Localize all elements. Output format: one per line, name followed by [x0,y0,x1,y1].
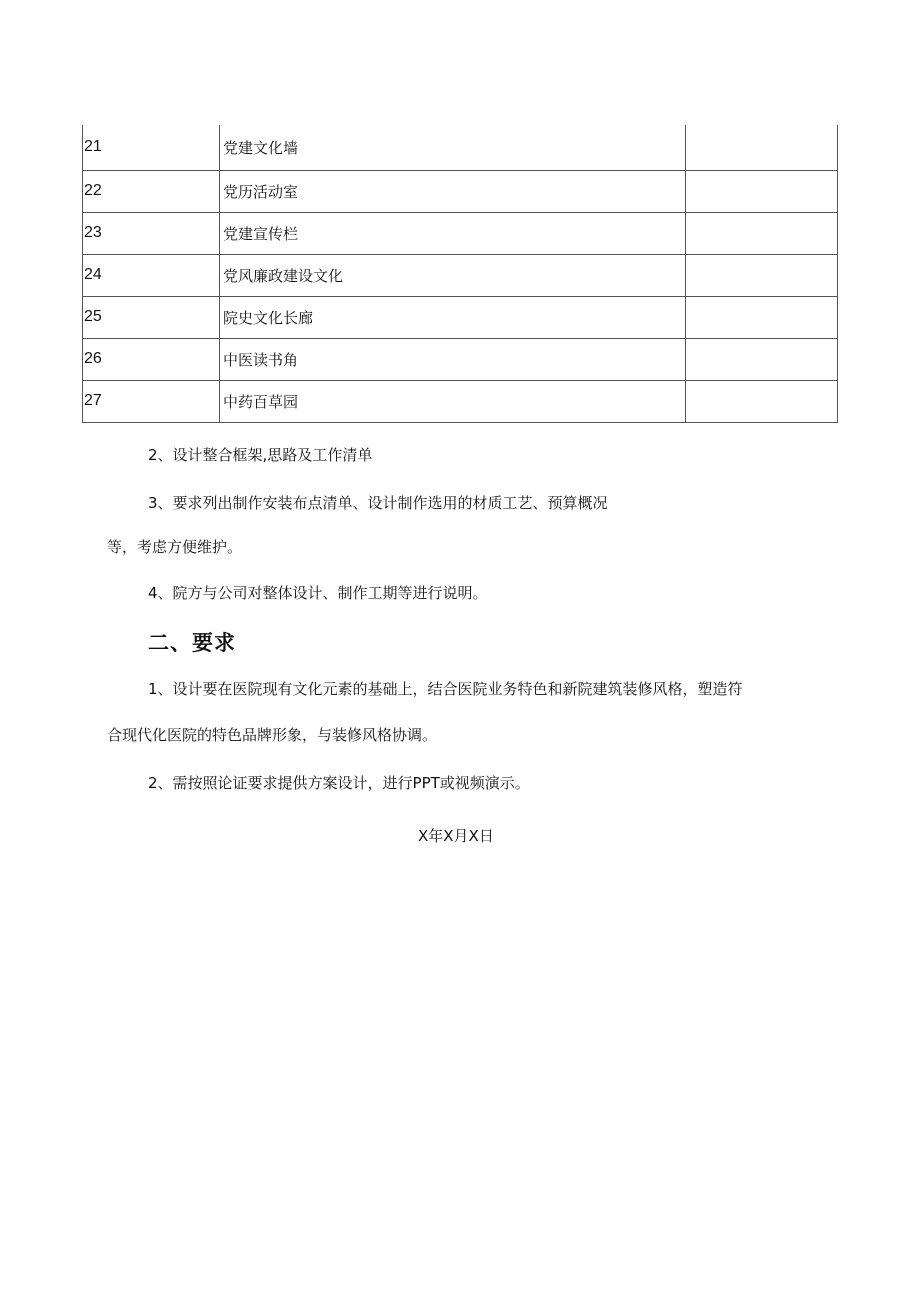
row-number: 21 [83,125,220,170]
row-note [686,338,838,380]
section-heading: 二、要求 [148,631,236,655]
row-name: 党建文化墙 [220,125,686,170]
list-item-2: 2、设计整合框架,思路及工作清单 [148,446,373,464]
row-name: 党风廉政建设文化 [220,254,686,296]
row-note [686,296,838,338]
requirement-2: 2、需按照论证要求提供方案设计，进行PPT或视频演示。 [148,774,530,792]
requirement-1-line1: 1、设计要在医院现有文化元素的基础上，结合医院业务特色和新院建筑装修风格，塑造符 [148,680,743,698]
table-row [83,380,838,422]
table-row [83,212,838,254]
row-number: 22 [83,170,220,212]
requirement-1-line2: 合现代化医院的特色品牌形象，与装修风格协调。 [107,726,438,744]
list-item-3-line2: 等，考虑方便维护。 [107,538,243,556]
row-number: 26 [83,338,220,380]
row-number: 25 [83,296,220,338]
table-row [83,170,838,212]
table-row [83,296,838,338]
row-name: 院史文化长廊 [220,296,686,338]
table-row [83,125,838,170]
row-note [686,254,838,296]
items-table [82,125,838,423]
row-note [686,170,838,212]
list-item-3-line1: 3、要求列出制作安装布点清单、设计制作选用的材质工艺、预算概况 [148,494,608,512]
row-number: 27 [83,380,220,422]
row-name: 党建宣传栏 [220,212,686,254]
row-name: 党历活动室 [220,170,686,212]
date-line: X年X月X日 [418,827,494,845]
row-number: 23 [83,212,220,254]
list-item-4: 4、院方与公司对整体设计、制作工期等进行说明。 [148,584,488,602]
row-name: 中医读书角 [220,338,686,380]
table-row [83,338,838,380]
row-note [686,380,838,422]
row-number: 24 [83,254,220,296]
row-name: 中药百草园 [220,380,686,422]
row-note [686,212,838,254]
row-note [686,125,838,170]
table-row [83,254,838,296]
